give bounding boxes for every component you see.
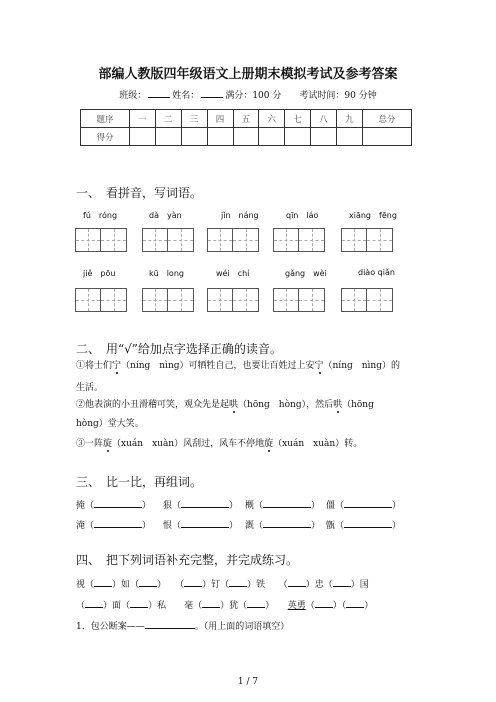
- idiom-line: 视（ ）如（ ） （ ）钉（ ）铁 （ ）忠（ ）国: [76, 577, 421, 592]
- word-item: 掩（ ）: [76, 498, 151, 513]
- question-line: 生活。: [76, 383, 104, 393]
- char-box-group[interactable]: [341, 228, 393, 252]
- page-title: 部编人教版四年级语文上册期末模拟考试及参考答案: [98, 67, 398, 82]
- word-item: 概（ ）: [245, 498, 320, 513]
- name-blank[interactable]: [201, 89, 223, 98]
- fill-blank[interactable]: [145, 619, 195, 629]
- section-4-heading: 四、 把下列词语补充完整，并完成练习。: [76, 553, 299, 567]
- char-box-group[interactable]: [75, 288, 127, 312]
- exam-info: 班级： 姓名： 满分：100 分 考试时间：90 分钟: [119, 91, 377, 101]
- score-table: [80, 109, 412, 146]
- char-box-group[interactable]: [142, 288, 194, 312]
- char-box-group[interactable]: [207, 288, 259, 312]
- word-item: 淹（ ）: [76, 518, 151, 533]
- section-3-heading: 三、 比一比，再组词。: [76, 475, 203, 489]
- char-box-group[interactable]: [273, 288, 325, 312]
- pinyin: kū long: [149, 269, 184, 278]
- char-box-group[interactable]: [273, 228, 325, 252]
- pinyin: xiāng fēng: [349, 211, 397, 220]
- class-blank[interactable]: [148, 89, 170, 98]
- pinyin: diào qiǎn: [358, 268, 395, 277]
- pinyin: jǐn náng: [221, 211, 259, 220]
- pinyin: qīn láo: [286, 211, 319, 220]
- section-2-heading: 二、 用“√”给加点字选择正确的读音。: [76, 342, 282, 356]
- question-line: hòng）堂大笑。: [76, 419, 144, 429]
- char-box-group[interactable]: [75, 228, 127, 252]
- word-item: 恨（ ）: [163, 518, 238, 533]
- question-line: ②他表演的小丑滑稽可笑，观众先是起哄（hōng hòng），然后哄（hōng: [76, 400, 374, 410]
- section-1-heading: 一、 看拼音，写词语。: [76, 186, 203, 200]
- pinyin: gǎng wèi: [285, 269, 327, 278]
- fill-in-line: 1．包公断案—— 。（用上面的词语填空）: [76, 619, 421, 634]
- pinyin: fú róng: [83, 211, 118, 220]
- word-item: 甑（ ）: [326, 518, 401, 533]
- char-box-group[interactable]: [341, 288, 393, 312]
- word-item: 狠（ ）: [163, 498, 238, 513]
- question-line: ①将士们宁（níng nìng）可牺牲自己，也要让百姓过上安宁（níng nìng）的: [76, 361, 400, 371]
- score-header-row: 题序 一 二 三 四 五 六 七 八 九 总分: [81, 110, 412, 128]
- question-line: ③一阵旋（xuán xuàn）风刮过，风车不停地旋（xuán xuàn）转。: [76, 439, 363, 449]
- word-item: 僵（ ）: [326, 498, 401, 513]
- pinyin: wéi chí: [216, 269, 250, 278]
- pinyin: dà yàn: [149, 211, 182, 220]
- score-value-row: 得分: [81, 128, 412, 146]
- pinyin: jiě pōu: [83, 269, 116, 278]
- idiom-line: （ ）面（ ）私 毫（ ）犹（ ） 英勇（ ）（ ）: [76, 598, 421, 613]
- char-box-group[interactable]: [142, 228, 194, 252]
- page-number: 1 / 7: [237, 677, 259, 687]
- char-box-group[interactable]: [207, 228, 259, 252]
- word-item: 溉（ ）: [245, 518, 320, 533]
